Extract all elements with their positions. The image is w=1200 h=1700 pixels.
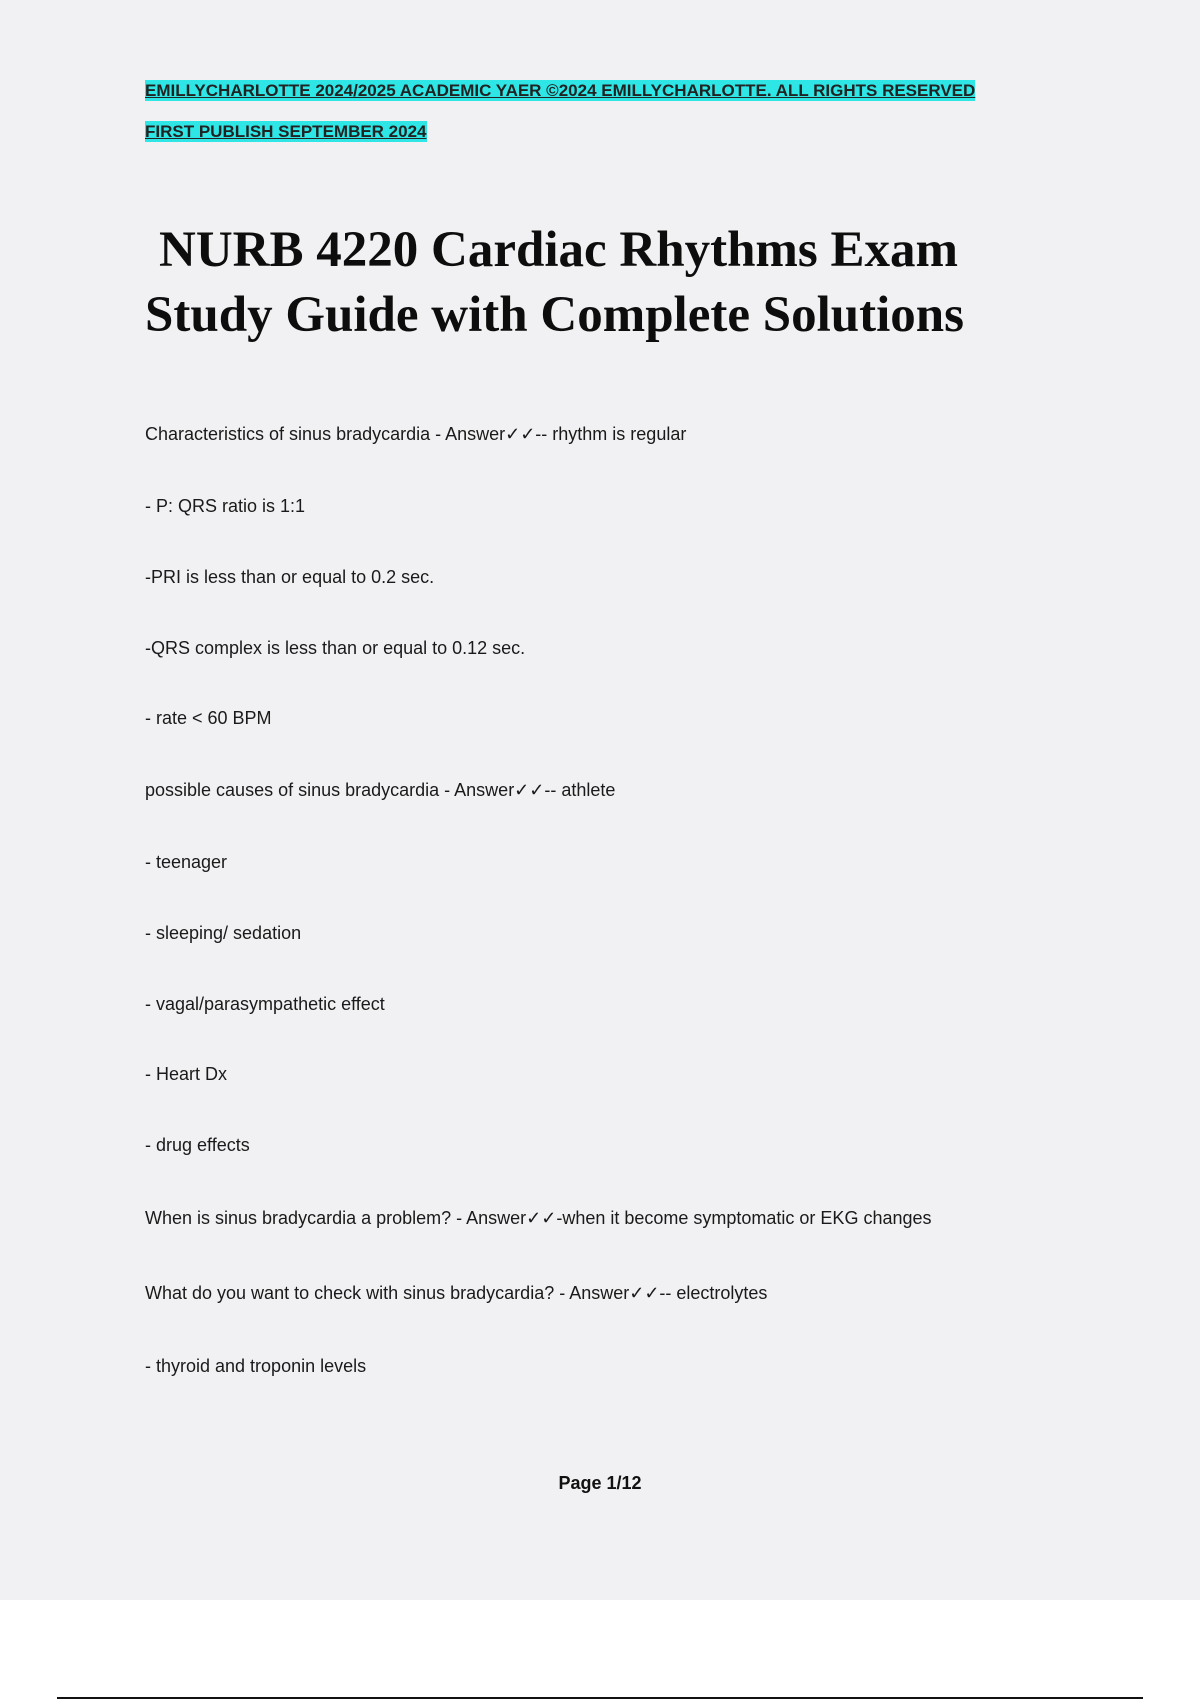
copyright-line: EMILLYCHARLOTTE 2024/2025 ACADEMIC YAER ©2024 EMILLYCHARLOTTE. ALL RIGHTS RESERVED [145,81,976,100]
answer-line: - P: QRS ratio is 1:1 [145,496,306,516]
question-line: possible causes of sinus bradycardia - Answer✓✓-- athlete [145,780,616,800]
answer-line: - vagal/parasympathetic effect [145,994,385,1014]
answer-line: - teenager [145,852,228,872]
answer-line: - thyroid and troponin levels [145,1356,367,1376]
answer-line: -PRI is less than or equal to 0.2 sec. [145,567,435,587]
document-title [145,218,1105,348]
answer-line: -QRS complex is less than or equal to 0.12 sec. [145,638,526,658]
copyright-header [145,70,975,152]
answer-line: - Heart Dx [145,1064,228,1084]
answer-line: - rate < 60 BPM [145,708,272,728]
question-line: When is sinus bradycardia a problem? - Answer✓✓-when it become symptomatic or EKG changes [145,1208,932,1228]
page-number: Page 1/12 [558,1473,642,1493]
answer-line: - sleeping/ sedation [145,923,302,943]
publish-date-line: FIRST PUBLISH SEPTEMBER 2024 [145,122,427,141]
page-divider [57,1697,1143,1699]
question-line: Characteristics of sinus bradycardia - Answer✓✓-- rhythm is regular [145,424,687,444]
answer-line: - drug effects [145,1135,250,1155]
title-line-1: NURB 4220 Cardiac Rhythms Exam [159,222,959,278]
question-line: What do you want to check with sinus bradycardia? - Answer✓✓-- electrolytes [145,1283,768,1303]
title-line-2: Study Guide with Complete Solutions [145,287,964,343]
